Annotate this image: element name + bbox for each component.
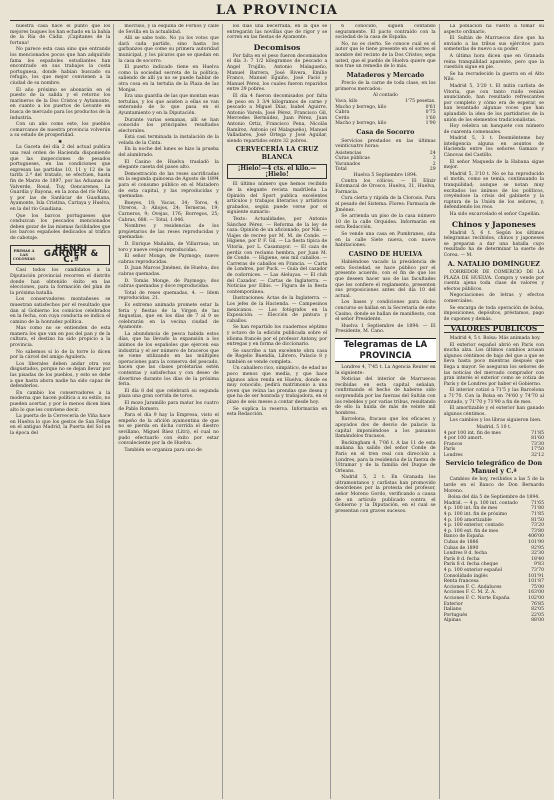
table-cell: Francos bbox=[443, 441, 463, 447]
paragraph: El exterior español abrió en París con mucha alza. Los últimos cambios acusan algunos céntimos de bajo del que a que se lleva hasta poco mientras después que llega a mayor. Se aseguran los señores de las noticias del mercado comprador con gran interés el exterior como se cotiza de París y de Londres por haber el Gobierno. bbox=[443, 342, 544, 387]
masthead-title: LA PROVINCIA bbox=[216, 3, 338, 18]
table-cell: Renta francesa bbox=[443, 579, 479, 585]
table-cell: 71'85 bbox=[531, 430, 544, 436]
advertisement-garner bbox=[10, 245, 110, 266]
paragraph: Ilustraciones: Actas de la Inglaterra. — Los jefes de la Hacienda. — Campesinos mexicanos. — Los fotógrafos en la Exposición. — Elección de pintura y caballos. bbox=[226, 296, 328, 324]
paragraph: Cura cierta y rápida de la Clorosis. Para el pesado del Sistema. Flores: Farmacia de Jiménez. bbox=[335, 196, 436, 213]
column-1 bbox=[10, 24, 114, 799]
table-cell: 76'85 bbox=[531, 601, 544, 607]
table-cell: 17'50 bbox=[531, 447, 544, 453]
paragraph: Los bases y condiciones para dicho concurso se hallan en la Secretaría de este Casino, donde se hallan de manifiesto, con el señor Presidente. bbox=[335, 300, 436, 323]
paragraph: Cambios de hoy, recibidos a las 5 de la tarde en el Banco de Don Bernardo Moreno. bbox=[443, 477, 544, 494]
paragraph: Se encarga de toda operación de bolsa, imposiciones, depósitos, préstamos, pago de cupones y demás. bbox=[443, 305, 544, 322]
paragraph: Servicios prestados en las últimas veinticuatro horas: bbox=[335, 138, 436, 150]
paragraph: Los cambios y los libras siguieron bien. bbox=[449, 418, 542, 424]
paragraph: Demostración de las reses sacrificadas en la segunda quincena de Agosto de 1894 para el consumo público en el Matadero de esta capital, y las reproducidas y quemadas: bbox=[118, 171, 219, 200]
paragraph: Nadrid 5, 2 t. En Granada los ultramontanos y carlistas han promovido desórdenes por la protesta del profesor, señor Moreno Gordo, verificando a causa de un artículo publicado contra el Gobierno y la Diputación, en el cual se presentan con graves sucesos. bbox=[335, 475, 436, 514]
table-cell: 1'90 bbox=[425, 121, 436, 127]
paragraph: El señor Maqueda de la Habana sigue mejor. bbox=[443, 159, 544, 171]
table-cell: Cabra bbox=[335, 110, 350, 116]
paragraph: Madrid 5, 3'10 t. No se ha reproducido el motín, como se temía, continuando la tranquilidad; aunque se notan muy excitados los ánimos de los políticos, creyéndose la crisis del gabinete y la ruptura de la Unión de los señores, y, defendiendo los reos. bbox=[443, 171, 544, 211]
table-cell: 82'05 bbox=[531, 607, 544, 613]
paragraph: Madrid 4, 5 t. Bolsa: Más animada hoy. bbox=[449, 336, 541, 341]
paragraph: Se suscribe a tan excelente obra casa de Rogelio Buendía, Librero, Palacio 8 y también se vende completa. bbox=[226, 348, 328, 365]
paragraph: Se vende una casa en Pumbranes, sita en la calle Siete nueva, con nueve habitaciones. bbox=[335, 232, 436, 249]
table-row bbox=[444, 453, 544, 459]
separator-star: ✱ bbox=[58, 139, 63, 145]
table-cell: Exterior bbox=[443, 601, 463, 607]
paragraph: También se organiza para uno de bbox=[124, 447, 202, 453]
paragraph: El puerto indicado tiene en Huelva como la sociedad secreta de la política; saliendo de allí ya no se puede hablar de otra cosa en la tertulia de la Plaza de las Monjas. bbox=[118, 65, 219, 93]
paragraph: Se han repartido los cuadernos séptimo y octavo de la edición publicada sobre el idioma francés por el profesor Antony, por entregas y en forma de diccionario. bbox=[226, 325, 328, 348]
madrid-price-table bbox=[444, 431, 544, 459]
table-cell: 71'65 bbox=[531, 500, 544, 506]
paragraph: Madrid 5, 3 t. Desmiénteme hoy inteligencia alguna en asuntos de Hacienda entre los señores Gamazo y Cánovas del Castillo. bbox=[443, 136, 544, 159]
table-cell: 0'75 bbox=[425, 110, 436, 116]
madrid-title: Madrid, 5 10 t. bbox=[476, 424, 512, 430]
table-cell: 18'40 bbox=[531, 556, 544, 562]
paragraph: Barcelona, fracaso que los eficaces y apoyados dos de desvio de palacio la capital imponiéndose a los paisanos llamándolos fracasos. bbox=[335, 417, 436, 440]
paragraph: Nombres y residencias de los propietarios de las reses reproducidas y quemadas: bbox=[118, 224, 219, 241]
table-cell: Macho y borrego, kilo bbox=[335, 104, 387, 110]
table-cell: Consolidado inglés bbox=[443, 573, 488, 579]
table-cell: Asistencias bbox=[335, 150, 362, 156]
table-cell: Banco de España bbox=[443, 534, 484, 540]
section-heading-casino: CASINO DE HUELVA bbox=[348, 249, 423, 258]
paragraph: Madrid 5, 3'20 t. El mitin carlista de Vitoria, que con tanto ruido venían anunciando, han resultado refrescantes por completo y cómo era de esperar, se han levantado algunas voces que han aplaudido la idea de los partidarios de la unión de los elementos tradicionalistas. bbox=[443, 83, 544, 123]
paragraph: Mas como no se entienden de esta manera los que van en pos del pan y de la cultura, el destino ha sido propicio a la provincia. bbox=[10, 326, 111, 349]
table-cell: Vacunados bbox=[335, 161, 361, 167]
table-cell: 406'00 bbox=[528, 534, 544, 540]
table-cell: 92'95 bbox=[531, 545, 544, 551]
table-cell: Acciones F. C. M. Z. A. bbox=[443, 590, 496, 596]
table-cell: Total bbox=[335, 167, 347, 173]
paragraph: El día 4 fueron decomisados por falta de peso en 3 3/4 kilogramos de carne y pescado a Miguel Díaz, Isabel Aguirre, Antonio Varela, José Pérez, Francisco Gil, Mercedes Bermúdez, Juan Pérez, Juan Antonio Ortiz, Francisco Pena, Nicolás Ramírez, Antonio (el Malagueño), Manuel Valladares, José Ortega y José Aguilar, siendo repartidos entre 32 pobres. bbox=[226, 93, 328, 144]
table-cell: 73'70 bbox=[531, 567, 544, 573]
table-cell: Cubas de 1890 bbox=[443, 545, 479, 551]
paragraph: Casi todos los candidatos a la Diputación provincial recorren el distrito donde han obtenido éxito en las elecciones, para la formación del plan de la próxima batalla. bbox=[10, 268, 111, 296]
paragraph: Para el día 9 hay la Empresa, visto el empeño de la afición ayamontina de que no se pierda en dicha corrida el diestro sevillano, Miguel Báez (Litri), el cual no pudo efectuarlo con éxito por estar convaleciente por la de Huelva. bbox=[118, 413, 219, 447]
paragraph: El Casino de Huelva trasladó la elegante caseta del paseo alto. bbox=[118, 159, 219, 171]
hielo-advertisement: ¡Hielo!—4 cts. el kilo.—¡Hielo! bbox=[227, 164, 327, 179]
paragraph: El mozo Jaramillo para matar los cuatro de Pablo Romero. bbox=[118, 401, 219, 412]
paragraph: Ha sido excarcelado el señor Capellán. bbox=[449, 212, 541, 217]
table-cell: 29 bbox=[429, 167, 436, 173]
table-cell: 9'83 bbox=[534, 562, 544, 568]
table-cell: 101'90 bbox=[528, 540, 544, 545]
ad-label: PRIMAS A LAS COLONIAS bbox=[13, 248, 35, 262]
table-cell: 2 bbox=[432, 161, 436, 167]
paragraph: D. Enrique Mañalda, de Villarrasa; un toro y nueve ovejas reproducidas. bbox=[118, 241, 219, 253]
table-cell: Acciones F. C. Andaluces bbox=[443, 584, 502, 590]
paragraph: Por falta en el peso fueron decomisados el día 3: 7 1/2 kilogramos de pescado a Ángel Trujillo, Antonio Malagueño, Manuel Barrera, José Rivera, Emilio Franco, Manuel Eguiño, José Fació y Manuel Pérez, los cuales fueron reparidos entre 29 pobres. bbox=[226, 53, 328, 93]
table-cell: Curas públicas bbox=[335, 156, 370, 162]
table-cell: 88'00 bbox=[531, 618, 544, 624]
paragraph: La Gaceta del día 2 del actual publica una real orden de Hacienda disponiendo que las inspecciones de pesados portugueses, en las condiciones que expresan las partidas 10, 11 y 12 de la tarifa 2.ª del tratado, se efectúen, hasta fin de Marzo de 1897, por las Aduanas de Valverde, Rosal, Tuy, Oencarenes, La Guardia y Bayona, en la zona del río Miño, y por las de Sanlúcar de Guadiana, Ayamonte, Isla Cristina, Cartaya y Huelva, en la del río Guadiana. bbox=[10, 145, 111, 212]
table-cell: 32'12 bbox=[531, 452, 544, 458]
table-cell: 4 p. 100 ext. fin de mes bbox=[443, 528, 499, 534]
table-cell: Madrid. — 4 p. 100 int. contado bbox=[443, 500, 518, 506]
paragraph: Está casi terminada la instalación de la velada de la Cinta. bbox=[118, 135, 219, 146]
table-cell: 81'50 bbox=[531, 517, 544, 523]
paragraph: Se arrienda un piso de la casa número 10 de la calle Orquidea. Informarán en esta Redacción. bbox=[335, 214, 436, 231]
paragraph: Huelva 1 Septiembre de 1894. — El Presidente, M. Cano. bbox=[335, 323, 436, 335]
telegrams-banner: Telegramas de LA PROVINCIA bbox=[335, 338, 435, 362]
paragraph: A última hora dicen que en Granada reina tranquilidad aparente, pero que la cuestión sigue en pie. bbox=[443, 53, 544, 71]
paragraph: El amortizable y el exterior han ganado algunos céntimos. bbox=[443, 406, 544, 417]
paragraph: Noticias del interior de Marruecos recibidas en esta capital señalan, confirmando el hecho de haberse sido sorprendida por las fuerzas del Sultán con los rebeldes y por varias tribus, resultando de ello la huida de más de veinte mil hombres. bbox=[335, 377, 436, 416]
table-cell: 81'60 bbox=[531, 436, 544, 442]
column-4 bbox=[335, 24, 439, 799]
paragraph: Los liberales deben andar otra vez disgustados, porque no se dejan llevar por las pisadas de los pueblos, y esto se debe a que hasta ahora nadie ha sido capaz de defenderlos. bbox=[10, 361, 111, 390]
table-cell: 4 p. 100 exterior español bbox=[443, 567, 503, 573]
table-cell: 75'00 bbox=[531, 584, 544, 590]
table-cell: 4 p. 100 exterior, contado bbox=[443, 523, 504, 529]
table-cell: 3 bbox=[432, 156, 436, 162]
paragraph: El interior cotizó a 71'5 y las Barcelona a 71'70. Con la Bolsa en 74'60 y 74'70 al contado, y 71'70 y 71'90 a fin de mes. bbox=[443, 388, 544, 405]
paragraph: La población ha vuelto a tomar su aspecto ordinario. bbox=[443, 24, 544, 35]
columns bbox=[10, 24, 544, 799]
paragraph: mocrisío, y la esquina de Fornos y calle de Sevilla en la actualidad. bbox=[118, 24, 219, 35]
table-cell: 73'30 bbox=[531, 441, 544, 447]
section-heading-chinos-japoneses: Chinos y Japoneses bbox=[451, 219, 536, 229]
paragraph: D. Tomás Monge, de Paymogo; dos cabras quemadas y doce reproducidas. bbox=[118, 278, 219, 290]
table-cell: Alpinas bbox=[443, 618, 461, 624]
price-header: Al contado bbox=[373, 93, 398, 99]
table-cell: Cerdo bbox=[335, 115, 350, 121]
paragraph: CORREDOR DE COMERCIO DE LA PLAZA DE HUELVA. Compra y vende por cuenta ajena toda clase de valores y efectos públicos. bbox=[443, 270, 544, 292]
paragraph: El señor Monge, de Paymogo; nueve cabras reproducidas. bbox=[118, 254, 219, 265]
paragraph: Contra los cólicos. — El Elixir Estomacal de Orosco, Huelva, 31, Huelva, Farmacia. bbox=[335, 178, 436, 195]
paragraph: Negociaciones de letras y efectos comerciales. bbox=[443, 293, 544, 305]
table-row bbox=[335, 121, 435, 127]
table-cell: Italiano bbox=[443, 607, 462, 613]
bolsa-date: Bolsa del día 5 de Septiembre de 1894. bbox=[448, 495, 540, 501]
paragraph: Total de reses quemadas, 4. — Idem reproducidas, 21. bbox=[118, 290, 219, 302]
paragraph: los días una becerrada, en la que se entregarán las novillas que de rigor y se corren en las fiestas de Ayamonte. bbox=[226, 24, 328, 41]
paragraph: Que los barcos portugueses que conduzcan los pescados mencionados deben gozar de las mismas facilidades que los barcos españoles dedicados al tráfico de cabotaje. bbox=[10, 213, 111, 241]
paragraph: Se ha recrudecido la guerra en el Alto Nilo. bbox=[443, 71, 544, 83]
section-heading-decomisos: Decomisos bbox=[253, 42, 301, 52]
table-cell: 163'00 bbox=[528, 590, 544, 596]
paragraph: No, no es cierto. Se conoce cuál es el autor que le tiene presente en el sorteo el nombre del recinto de la Dos Cristos; sepa usted, que el pueblo de Huelva quiere que nos trae un remedio de lo más. bbox=[335, 41, 436, 70]
table-cell: 101'87 bbox=[528, 579, 544, 585]
paragraph: Texto: Actualidades, por Antonio Sánchez Pérez. — Reforma de la ley de caza: Opinión de un aficionado, por Nik. — Viajes de recreo por M. M. de Conde. — Higiene, por P. F. Gil. — La fiesta típica de Vitoria, por L. Casamayor. — El caza de perdiz con reclamo hembra, por Juan M. de Conde. — Higiene, seis mil caballos. — Carreras de caballos en Francia. — Carta de Londres, por Puck. — Guía del cazador de codornices. — Las Aleluyas. — El club del Cazador. — Cartas de Inglaterra. — Noticias por Elbis. — Figura de la fiesta contemporánea. bbox=[226, 217, 328, 295]
paragraph: No parece esta casa sino que entrando los mencionados pocos que han adquirido fama los españoles estudiantes han encontrado en sus trabajos la costa portuguesa, donde habían buscado su refugio, los que mejor convienen a la ciudad de su nombre. bbox=[10, 47, 111, 86]
valores-publicos-heading: VALORES PUBLICOS bbox=[444, 325, 544, 333]
paragraph: El Sultán de Marruecos dice que ha enviado a las tribus sus ejércitos para someterlas de nuevo a su poder. bbox=[443, 36, 544, 53]
section-heading-telegrafico: Servicio telegráfico de Don Manuel y C.ª bbox=[445, 459, 543, 475]
paragraph: Londres 4, 7'45 t. La Agencia Reuter en la siguiente: bbox=[335, 365, 436, 376]
paragraph: En la noche del lunes se hizo la prueba del alumbrado. bbox=[118, 147, 219, 159]
table-cell: 102'00 bbox=[528, 595, 544, 601]
paragraph: En cambio los conservadores a la moderna que hacen política a su estilo, no pueden acertar, y por lo menos dicen bien alto lo que les conviene decir. bbox=[10, 390, 111, 413]
table-cell: 4 p. 100 int. fin de mes bbox=[443, 506, 498, 512]
date-line: Huelva 5 Septiembre 1894. bbox=[353, 173, 418, 179]
table-cell: 4 p. 100 int. fin de próximo bbox=[443, 512, 507, 518]
paragraph: Durante varias semanas, allí se han conocido los principales resultados electorales. bbox=[118, 117, 219, 134]
paragraph: Se suplica la reserva. Informarán en esta Redacción. bbox=[226, 406, 328, 418]
table-cell: 101'91 bbox=[528, 573, 544, 579]
masthead-rule bbox=[10, 20, 544, 21]
meat-price-table bbox=[335, 99, 435, 127]
socorro-table bbox=[335, 151, 435, 173]
paragraph: Habiéndose vacado la presidencia de esta Sociedad, se hace público por el presente acuerdo, con el fin de que los que deseen hacer uso de las facultades que les confiere el reglamento, presenten sus proposiciones antes del día 10 del actual. bbox=[335, 260, 436, 299]
table-cell: Vaca, kilo bbox=[335, 99, 358, 105]
paragraph: Era una guardia de las que montan esas tertulias, y los que asisten a ellas se van enterando de lo que pasa en el Ayuntamiento y en la Diputación. bbox=[118, 94, 219, 116]
bolsa-price-table bbox=[444, 501, 544, 624]
paragraph: Los conservadores montañeses se muestran satisfechos por el resultado que dan al Gobierno los comicios celebrados en la fecha, con cuya conducta se indica el camino de la honradez política. bbox=[10, 297, 111, 325]
paragraph: El último número que hemos recibido de la elegante revista madrileña La Opinión del Sport publica excelentes artículos y trabajos literarios y artísticos grabados, según puede verse por el siguiente sumario: bbox=[226, 182, 328, 216]
table-cell: Macho y borrego, kilo bbox=[335, 121, 387, 127]
ad-brand: HENRI GARNER & C.ª bbox=[43, 243, 99, 265]
paragraph: Buckingham 4, 7'06 t. A las 11 de esta mañana ha salido del señor Conde de Paris en el tren real con dirección a Londres, para la residencia de la fuerza de Ultramar y de la familia del Duque de Orleans. bbox=[335, 440, 436, 474]
paragraph: Bueyes, 18; Vacas, 34; Toros, 4; Utreros, 3; Añojos, 24; Terneras, 19; Carneros, 9; Ovejas, 176; Borregos, 25; Cabras, 688. — Total, 1.046. bbox=[118, 200, 219, 223]
section-heading-casa-socorro: Casa de Socorro bbox=[356, 128, 415, 136]
table-cell: 73'80 bbox=[531, 528, 544, 534]
paragraph: Madrid 5, 6 t. Según los últimos telegramas recibidos, chinos y japoneses se preparan a dar una batalla cuyo resultado ha de determinar la suerte de Corea. — M. bbox=[443, 230, 544, 258]
table-cell: París 8 d. fecha bbox=[443, 556, 480, 562]
paragraph: La abundancia de pesca habida estos días, que ha llevado la expansión a los ánimos de los españoles que ejercen esa industria y el ser número de braceros que se viene utilizando en las múltiples operaciones para la conserva del pescado, hacen que las clases proletarias estén contentas y satisfechas y con deseo de divertirse durante los días de la próxima feria. bbox=[118, 331, 219, 388]
table-cell: 1'75 pesetas. bbox=[404, 99, 436, 105]
table-cell: 1'60 bbox=[425, 115, 436, 121]
table-row bbox=[444, 618, 544, 624]
table-cell: Acciones F. C. Norte España bbox=[443, 595, 510, 601]
table-cell: 22'05 bbox=[531, 612, 544, 618]
table-cell: Cubas de 1886 bbox=[443, 540, 479, 545]
paragraph: nuestra casa hace el punto que los mejores buques los han echado en la bahía de la Ría de Cádiz. ¡Capitanes de la fortuna! bbox=[10, 24, 111, 46]
table-cell: 32'30 bbox=[531, 551, 544, 557]
paragraph: No sabemos si lo de la torre lo dicen por la cárcel del amigo Aguilera. bbox=[10, 349, 111, 361]
table-cell: 71'80 bbox=[531, 506, 544, 512]
table-cell: Londres bbox=[443, 452, 463, 458]
table-cell: 4 por 100 amort. bbox=[443, 436, 483, 442]
paragraph: Un caballero rico, simpático, de edad no poco menos que media, y que hace algunos años renda en Huelva, donde es muy conocido, pedirá matrimonio a una joven que reúna las prendas que desea y que ha de ser honrada y trabajadora, en el plazo de seis meses a contar desde hoy. bbox=[226, 366, 328, 406]
paragraph: El día 8 del que celebrará su segunda plaza una gran corrida de toros. bbox=[118, 388, 219, 400]
paragraph: Hoy celebra un banquete con número de cuarenta comensales. bbox=[443, 124, 544, 135]
table-cell: 24 bbox=[429, 150, 436, 156]
section-heading-mataderos: Mataderos y Mercado bbox=[346, 70, 425, 79]
paragraph: 6 conocido, siguen contando seguramente. El pacto contraído con la sociedad de la casa de España. bbox=[335, 24, 436, 41]
table-cell: Londres 8 d. fecha bbox=[443, 551, 488, 557]
column-2 bbox=[118, 24, 222, 799]
column-5 bbox=[444, 24, 544, 799]
paragraph: El año próximo se abonarán en el puesto de la salida y el retorno los marineros de la Dos Cristos y Aytamonte, en cuanto a los puertos de Levante en busca de mercado para los productos de la industria. bbox=[10, 87, 111, 121]
table-cell: 0'61 bbox=[425, 104, 436, 110]
table-cell: París bbox=[443, 447, 456, 453]
paragraph: Allí se sabe todo. No ya los votos que dará cada partido, sino hasta los garbanzos que come su primera autoridad municipal, y los pícaros que se quedan en la casa de socorro. bbox=[118, 36, 219, 64]
column-3 bbox=[227, 24, 331, 799]
table-cell: 4 por 100 int. fin de mes bbox=[443, 430, 501, 436]
table-row bbox=[444, 596, 544, 602]
section-heading-cerveceria: CERVECERÍA LA CRUZ BLANCA bbox=[235, 145, 319, 161]
table-cell: 4 p. 100 amortizable bbox=[443, 517, 492, 523]
paragraph: La puerta de la Cervecería de Viña hace en Huelva lo que los gestos de San Felipe en el antiguo Madrid, la Puerta del Sol en la época del bbox=[10, 414, 111, 436]
section-heading-natalio: A. NATALIO DOMÍNGUEZ bbox=[447, 259, 540, 268]
paragraph: Con un año como este, los pueblos comarcanos de nuestra provincia volverán a su estado de prosperidad. bbox=[10, 122, 111, 139]
table-cell: París 8 d. fecha cheque bbox=[443, 562, 498, 568]
paragraph: D. Juan Marcos Jiménez, de Huelva; dos cabras quemadas. bbox=[118, 266, 219, 277]
paragraph: Precio de la carne de toda clase, en los primeros mercados: bbox=[335, 81, 436, 92]
paragraph: Es extremo animada promete estar la feria y fiestas de la Virgen de las Angustias, que en los días de 7 al 9 se celebrarán en la vecina ciudad de Ayamonte. bbox=[118, 302, 219, 331]
table-cell: 73'20 bbox=[531, 523, 544, 529]
table-cell: 71'85 bbox=[531, 512, 544, 518]
table-cell: Portugués bbox=[443, 612, 468, 618]
